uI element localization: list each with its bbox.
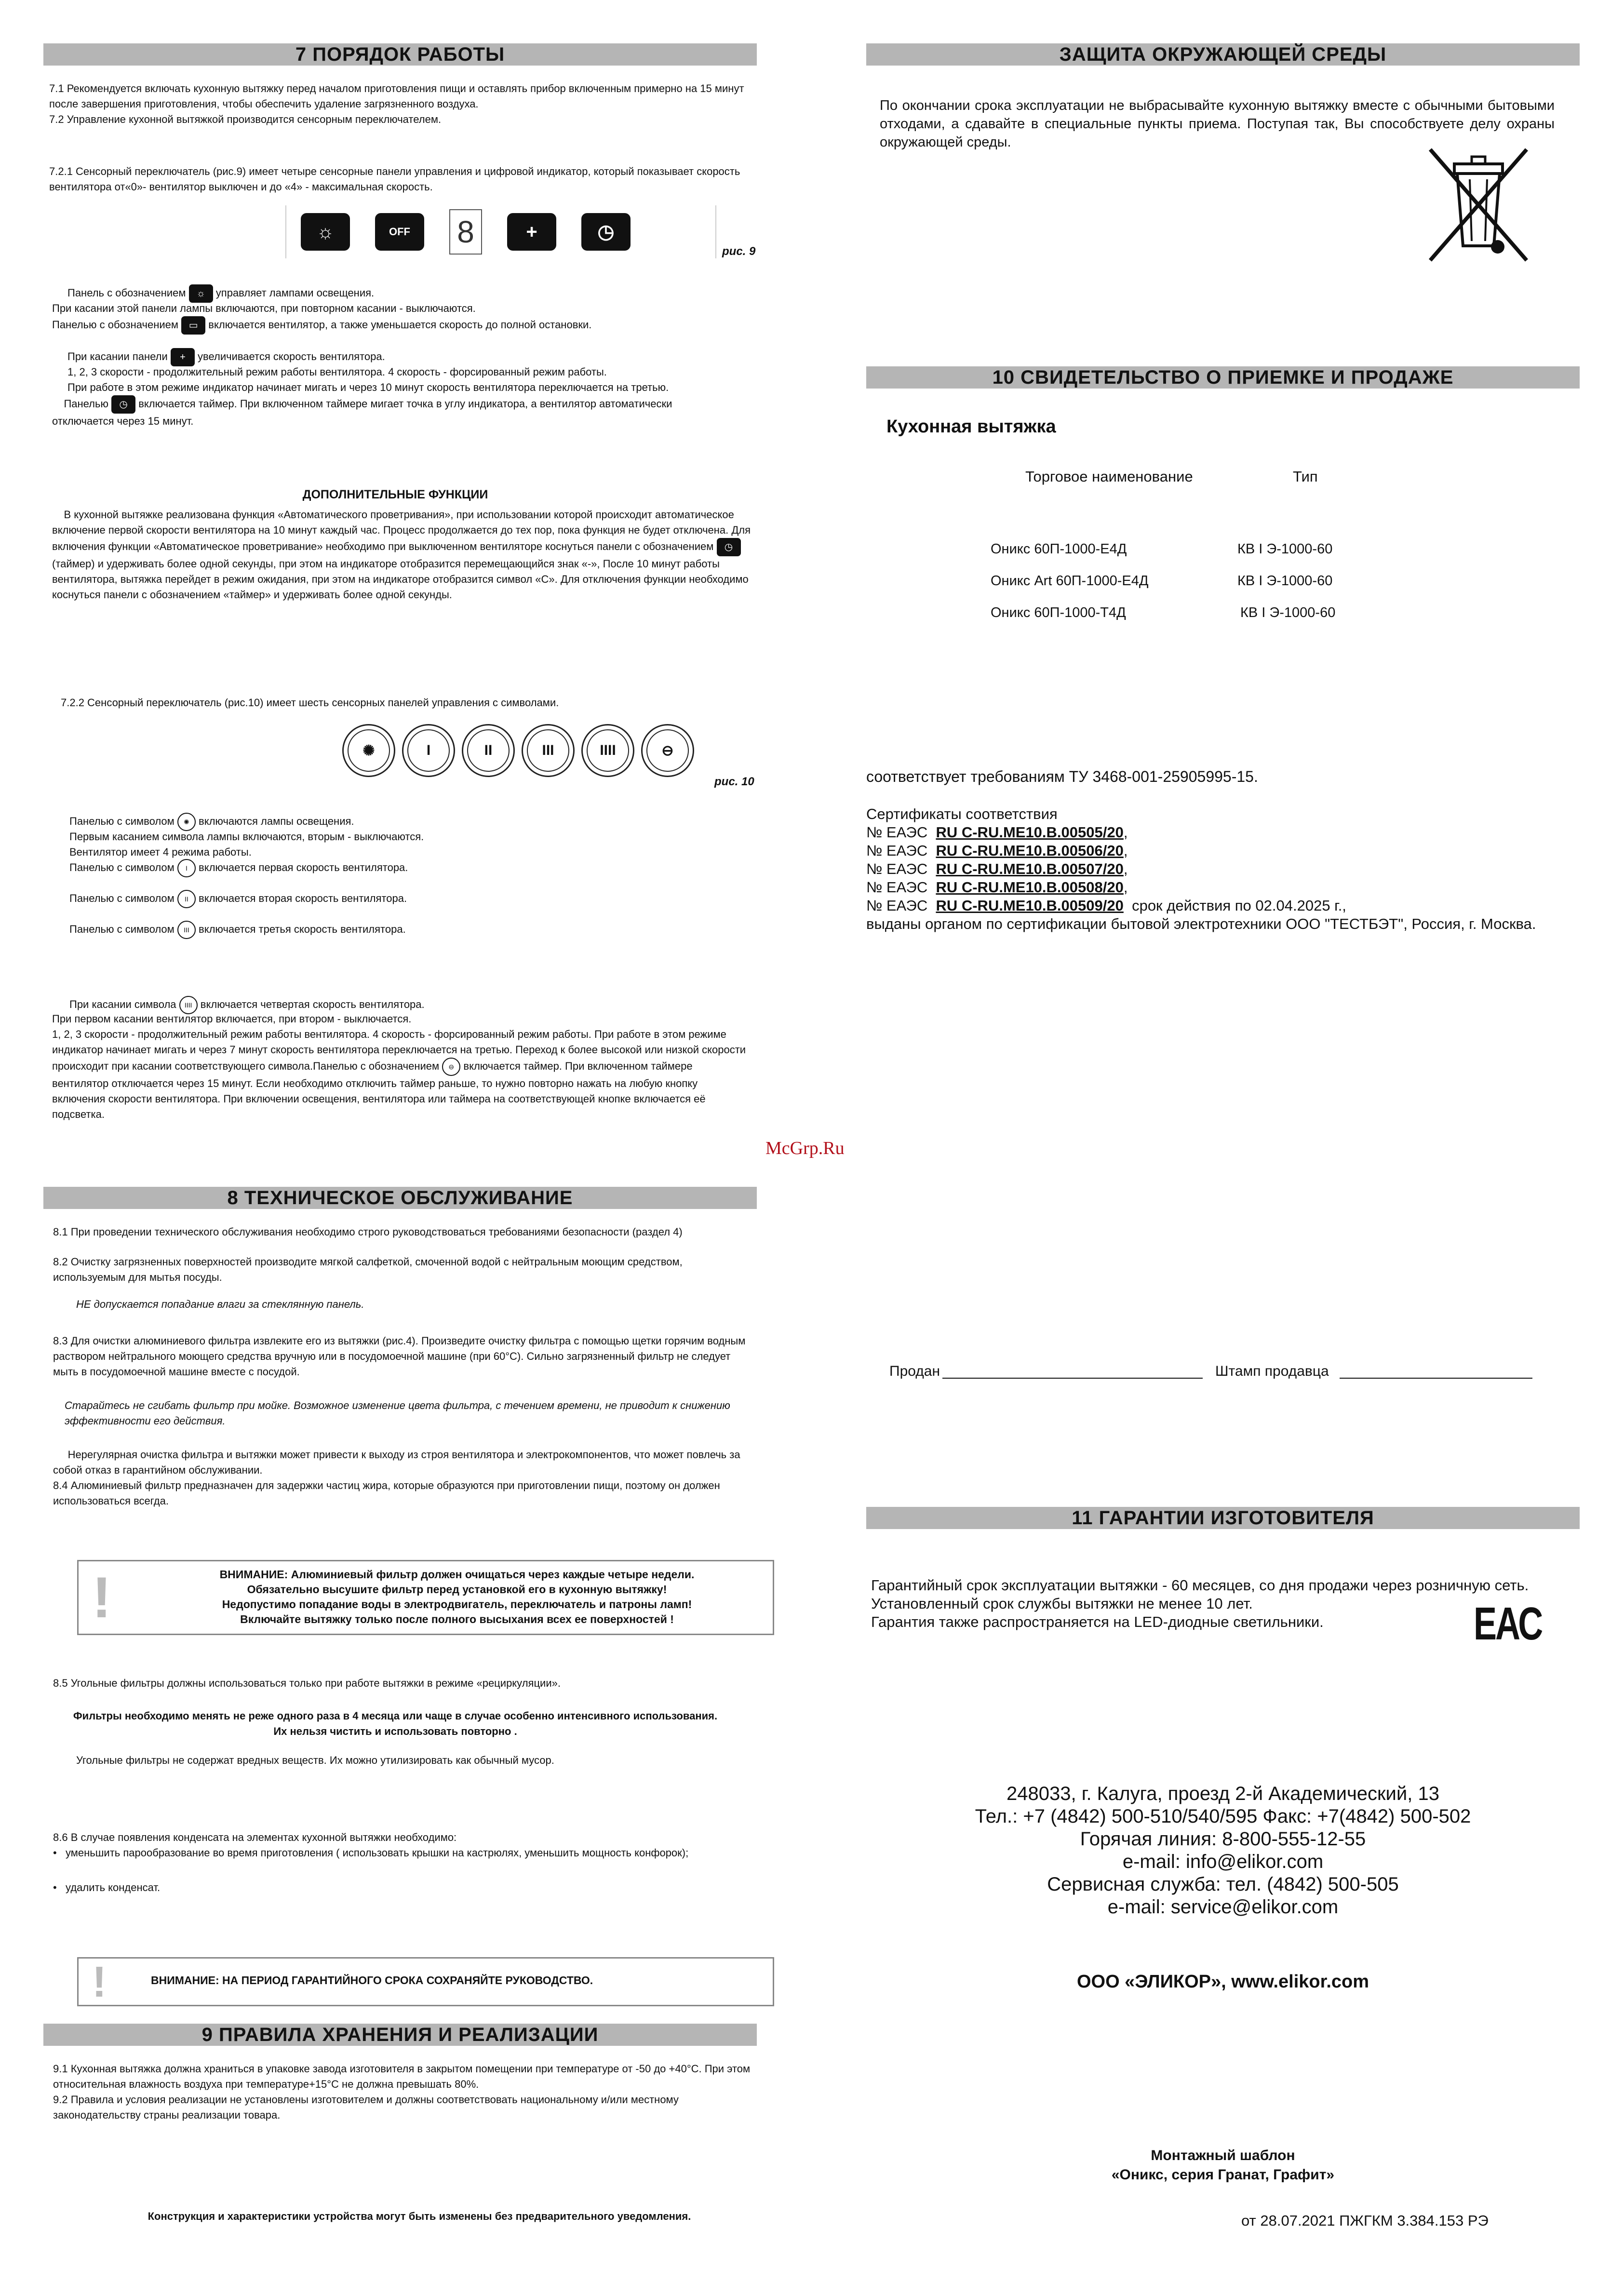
product-row-1-type: КВ I Э-1000-60	[1237, 541, 1333, 557]
para-7-1: 7.1 Рекомендуется включать кухонную вытяжку перед началом приготовления пищи и оставлять прибор включенным примерно на 15 минут после завершения приготовления, чтобы обеспечить удаление загрязненного воздуха.	[49, 82, 744, 110]
speed2-icon: II	[467, 729, 510, 772]
footer-note: Конструкция и характеристики устройства могут быть изменены без предварительного уведомления.	[148, 2210, 691, 2222]
lamp-desc	[69, 813, 354, 831]
para-8-2-note: НЕ допускается попадание влаги за стеклянную панель.	[76, 1298, 364, 1310]
lamp-icon: ✺	[177, 813, 196, 831]
service-email-line: e-mail: service@elikor.com	[1107, 1896, 1339, 1918]
doc-date-code: от 28.07.2021 ПЖГКМ 3.384.153 РЭ	[1241, 2212, 1489, 2229]
fan-modes: Вентилятор имеет 4 режима работы.	[69, 846, 252, 858]
warning-text: ВНИМАНИЕ: НА ПЕРИОД ГАРАНТИЙНОГО СРОКА СОХРАНЯЙТЕ РУКОВОДСТВО.	[151, 1974, 593, 1987]
text: Панелью с символом	[69, 815, 174, 827]
warning-box-filter	[77, 1560, 774, 1635]
cert-number: RU С-RU.МЕ10.В.00505/20	[936, 824, 1124, 841]
product-row-2-type: КВ I Э-1000-60	[1237, 573, 1333, 589]
para-8-3-warning	[53, 1447, 752, 1478]
cert-number: RU С-RU.МЕ10.В.00506/20	[936, 842, 1124, 859]
timer-icon: ◷	[717, 538, 741, 556]
text: При касании символа	[69, 998, 176, 1010]
text: включается таймер. При включенном таймере мигает точка в углу индикатора, а вентилятор автоматически отключается через 15 минут.	[52, 397, 672, 427]
section-9-title: 9 ПРАВИЛА ХРАНЕНИЯ И РЕАЛИЗАЦИИ	[43, 2024, 757, 2046]
sun-icon: ☼	[189, 284, 213, 303]
speeds-desc: 1, 2, 3 скорости - продолжительный режим работы вентилятора. 4 скорость - форсированный режим работы.	[67, 366, 607, 378]
text: Панель с обозначением	[67, 286, 186, 299]
warning-line: ВНИМАНИЕ: Алюминиевый фильтр должен очищаться через каждые четыре недели.	[219, 1568, 695, 1581]
fan-toggle: При первом касании вентилятор включается, при втором - выключается.	[52, 1013, 412, 1025]
cert-5	[866, 897, 1346, 915]
text: № ЕАЭС	[866, 842, 928, 859]
para-8-1: 8.1 При проведении технического обслуживания необходимо строго руководствоваться требованиями безопасности (раздел 4)	[53, 1226, 683, 1238]
para-8-3-note: Старайтесь не сгибать фильтр при мойке. Возможное изменение цвета фильтра, с течением времени, не приводит к снижению эффективности его действия.	[65, 1399, 730, 1427]
digit-indicator: 8	[449, 209, 482, 255]
cert-issuer: выданы органом по сертификации бытовой электротехники ООО "ТЕСТБЭТ", Россия, г. Москва.	[866, 915, 1536, 932]
para-8-4: 8.4 Алюминиевый фильтр предназначен для задержки частиц жира, которые образуются при приготовлении пищи, поэтому он должен использоваться всегда.	[53, 1479, 720, 1507]
warranty-1: Гарантийный срок эксплуатации вытяжки - 60 месяцев, со дня продажи через розничную сеть.	[871, 1577, 1529, 1594]
stamp-label: Штамп продавца	[1215, 1363, 1329, 1379]
text: управляет лампами освещения.	[215, 286, 375, 299]
text: включается первая скорость вентилятора.	[199, 861, 408, 873]
text: Панелью	[64, 397, 108, 410]
text: Нерегулярная очистка фильтра и вытяжки может привести к выходу из строя вентилятора и электрокомпонентов, что может повлечь за собой отказ в гарантийном обслуживании.	[53, 1449, 740, 1476]
speed3-icon: III	[177, 921, 196, 939]
section-11-title: 11 ГАРАНТИИ ИЗГОТОВИТЕЛЯ	[866, 1507, 1580, 1529]
template-line-2: «Оникс, серия Гранат, Графит»	[1111, 2167, 1335, 2183]
text: № ЕАЭС	[866, 860, 928, 877]
text: включается третья скорость вентилятора.	[199, 923, 406, 935]
extra-functions-title: ДОПОЛНИТЕЛЬНЫЕ ФУНКЦИИ	[302, 488, 488, 501]
fan-off-panel	[375, 213, 424, 251]
timer-panel	[581, 213, 631, 251]
bullet-1: • уменьшить парообразование во время приготовления ( использовать крышки на кастрюлях, уменьшить мощность конфорок);	[53, 1847, 689, 1859]
recycle-bin-crossed-icon	[1425, 145, 1531, 265]
env-title: ЗАЩИТА ОКРУЖАЮЩЕЙ СРЕДЫ	[866, 43, 1580, 66]
cert-3: № ЕАЭС RU С-RU.МЕ10.В.00507/20,	[866, 860, 1128, 877]
cert-2: № ЕАЭС RU С-RU.МЕ10.В.00506/20,	[866, 842, 1128, 859]
cert-4: № ЕАЭС RU С-RU.МЕ10.В.00508/20,	[866, 879, 1128, 896]
sold-label: Продан	[889, 1363, 940, 1379]
light-panel	[301, 213, 350, 251]
carbon-replace: Фильтры необходимо менять не реже одного раза в 4 месяца или чаще в случае особенно интенсивного использования.	[73, 1710, 718, 1722]
service-line: Сервисная служба: тел. (4842) 500-505	[1047, 1874, 1399, 1895]
text: включается вентилятор, а также уменьшается скорость до полной остановки.	[208, 318, 592, 331]
fan-boost-timer	[52, 1027, 746, 1122]
sun-icon: ☼	[316, 221, 335, 242]
hotline-line: Горячая линия: 8-800-555-12-55	[1080, 1828, 1366, 1850]
fig10-caption: рис. 10	[714, 775, 754, 788]
para-9-2: 9.2 Правила и условия реализации не установлены изготовителем и должны соответствовать национальному и/или местному законодательству страны реализации товара.	[53, 2094, 679, 2121]
text: Панелью с символом	[69, 892, 174, 904]
para-7-2-1: 7.2.1 Сенсорный переключатель (рис.9) имеет четыре сенсорные панели управления и цифровой индикатор, который показывает скорость вентилятора от«0»- вентилятор выключен и до «4» - максимальная скорость.	[49, 165, 740, 193]
text: включается таймер. При включенном таймере вентилятор отключается через 15 минут. Если необходимо отключить таймер раньше, то нужно повторно нажать на любую кнопку включения скорости вентилятора. При включении освещения, вентилятора или таймера на соответствующей кнопке включается её подсветка.	[52, 1060, 706, 1120]
warranty-2: Установленный срок службы вытяжки не менее 10 лет.	[871, 1595, 1253, 1612]
template-title	[866, 2146, 1580, 2185]
figure-10	[342, 724, 701, 777]
timer-icon: ⊖	[646, 729, 689, 772]
product-row-3-type: КВ I Э-1000-60	[1240, 605, 1336, 620]
phone-line: Тел.: +7 (4842) 500-510/540/595 Факс: +7(4842) 500-502	[975, 1806, 1471, 1827]
speed4-icon: IIII	[179, 996, 198, 1014]
cert-number: RU С-RU.МЕ10.В.00509/20	[936, 897, 1124, 914]
product-row-2-name: Оникс Art 60П-1000-Е4Д	[991, 573, 1149, 589]
speed3-icon: III	[527, 729, 569, 772]
speed2-desc	[69, 890, 407, 908]
lamp-button	[342, 724, 395, 777]
speed3-button	[522, 724, 575, 777]
extra-functions-text	[52, 507, 752, 603]
off-icon: ▭	[181, 316, 205, 335]
exclamation-icon: !	[92, 1565, 111, 1630]
para-7-2-2: 7.2.2 Сенсорный переключатель (рис.10) имеет шесть сенсорных панелей управления с символами.	[61, 697, 559, 709]
carbon-no-clean: Их нельзя чистить и использовать повторно .	[273, 1725, 517, 1737]
para-8-5: 8.5 Угольные фильтры должны использоваться только при работе вытяжки в режиме «рециркуляции».	[53, 1677, 561, 1689]
plus-icon: +	[526, 221, 537, 242]
address-block	[866, 1783, 1580, 1919]
text: увеличивается скорость вентилятора.	[198, 350, 385, 363]
para-7-2: 7.2 Управление кухонной вытяжкой производится сенсорным переключателем.	[49, 113, 442, 125]
text: удалить конденсат.	[66, 1881, 161, 1893]
text: Панелью с символом	[69, 923, 174, 935]
company-name: ООО «ЭЛИКОР», www.elikor.com	[1076, 1972, 1369, 1992]
carbon-safe: Угольные фильтры не содержат вредных веществ. Их можно утилизировать как обычный мусор.	[76, 1754, 554, 1766]
para-8-2: 8.2 Очистку загрязненных поверхностей производите мягкой салфеткой, смоченной водой с нейтральным моющим средством, используемым для мытья посуды.	[53, 1256, 683, 1283]
timer-icon: ⊖	[442, 1058, 460, 1076]
plus-icon: +	[171, 348, 195, 366]
col-trade-name: Торговое наименование	[1025, 468, 1193, 485]
para-8-3: 8.3 Для очистки алюминиевого фильтра извлеките его из вытяжки (рис.4). Произведите очистку фильтра с помощью щетки горячим водным раствором нейтрального моющего средства вручную или в посудомоечной машине (при 60°С). Сильно загрязненный фильтр не следует мыть в посудомоечной машине вместе с посудой.	[53, 1335, 746, 1378]
text: включается четвертая скорость вентилятора.	[200, 998, 425, 1010]
para-8-6: 8.6 В случае появления конденсата на элементах кухонной вытяжки необходимо:	[53, 1831, 457, 1843]
text: (таймер) и удерживать более одной секунды, при этом на индикаторе отобразится перемещающийся знак «-», После 10 минут работы вентилятора, вытяжка перейдет в режим ожидания, при этом на индикаторе отобразится символ «С». Для отключения функции необходимо коснуться панели с обозначением «таймер» и удерживать более одной секунды.	[52, 558, 749, 601]
product-title: Кухонная вытяжка	[886, 416, 1056, 437]
para-9-1: 9.1 Кухонная вытяжка должна храниться в упаковке завода изготовителя в закрытом помещении при температуре от -50 до +40°С. При этом относительная влажность воздуха при температуре+15°С не должна превышать 80%.	[53, 2063, 751, 2090]
fig9-caption: рис. 9	[722, 245, 756, 258]
sold-line	[942, 1378, 1203, 1379]
off-icon: OFF	[389, 226, 410, 238]
timer-icon: ◷	[597, 221, 615, 242]
timer-button	[641, 724, 694, 777]
text: включается вторая скорость вентилятора.	[199, 892, 407, 904]
text: срок действия по 02.04.2025 г.,	[1132, 897, 1346, 914]
text: В кухонной вытяжке реализована функция «Автоматического проветривания», при использовании которой происходит автоматическое включение первой скорости вентилятора на 10 минут каждый час. Процесс продолжается до тех пор, пока функция не будет отключена. Для включения функции «Автоматическое проветривание» необходимо при выключенном вентиляторе коснуться панели с обозначением	[52, 509, 751, 552]
text: № ЕАЭС	[866, 824, 928, 841]
conformity: соответствует требованиям ТУ 3468-001-25905995-15.	[866, 768, 1258, 785]
warning-line: Обязательно высушите фильтр перед установкой его в кухонную вытяжку!	[247, 1583, 667, 1596]
text: включаются лампы освещения.	[199, 815, 354, 827]
col-type: Тип	[1293, 468, 1318, 485]
speed4-icon: IIII	[587, 729, 629, 772]
address-line: 248033, г. Калуга, проезд 2-й Академический, 13	[1007, 1783, 1439, 1804]
cert-number: RU С-RU.МЕ10.В.00507/20	[936, 860, 1124, 877]
lamp-touch: Первым касанием символа лампы включаются, вторым - выключаются.	[69, 831, 424, 843]
boost-desc: При работе в этом режиме индикатор начинает мигать и через 10 минут скорость вентилятора переключается на третью.	[67, 381, 669, 393]
warranty-3: Гарантия также распространяется на LED-диодные светильники.	[871, 1613, 1324, 1630]
lamp-icon: ✺	[348, 729, 390, 772]
env-text: По окончании срока эксплуатации не выбрасывайте кухонную вытяжку вместе с обычными бытовыми отходами, а сдавайте в специальные пункты приема. Поступая так, Вы способствуете делу охраны окружающей среды.	[880, 98, 1555, 150]
bullet-2: • удалить конденсат.	[53, 1881, 161, 1893]
text: Панелью с символом	[69, 861, 174, 873]
cert-number: RU С-RU.МЕ10.В.00508/20	[936, 879, 1124, 896]
text: 1, 2, 3 скорости - продолжительный режим работы вентилятора. 4 скорость - форсированный режим работы. При работе в этом режиме индикатор начинает мигать и через 7 минут скорость вентилятора переключается на третью. Переход к более высокой или низкой скорости происходит при касании соответствующего символа.Панелью с обозначением	[52, 1028, 746, 1072]
section-7-title: 7 ПОРЯДОК РАБОТЫ	[43, 43, 757, 66]
text: № ЕАЭС	[866, 897, 928, 914]
exclamation-icon: !	[92, 1958, 107, 2006]
cert-1: № ЕАЭС RU С-RU.МЕ10.В.00505/20,	[866, 824, 1128, 841]
stamp-line	[1340, 1378, 1532, 1379]
timer-icon: ◷	[111, 395, 135, 414]
speed4-button	[581, 724, 634, 777]
text: № ЕАЭС	[866, 879, 928, 896]
text: Панелью с обозначением	[52, 318, 179, 331]
speed1-button	[402, 724, 455, 777]
text: уменьшить парообразование во время приготовления ( использовать крышки на кастрюлях, уменьшить мощность конфорок);	[66, 1847, 689, 1859]
template-line-1: Монтажный шаблон	[1151, 2148, 1295, 2163]
plus-desc	[67, 348, 385, 366]
watermark: McGrp.Ru	[765, 1138, 845, 1158]
warning-line: Включайте вытяжку только после полного высыхания всех ее поверхностей !	[240, 1613, 674, 1625]
speed2-icon: II	[177, 890, 196, 908]
timer-desc	[52, 395, 737, 429]
text: При касании панели	[67, 350, 168, 363]
warning-line: Недопустимо попадание воды в электродвигатель, переключатель и патроны ламп!	[222, 1598, 692, 1611]
light-panel-touch: При касании этой панели лампы включаются, при повторном касании - выключаются.	[52, 302, 476, 314]
figure-9	[285, 205, 716, 258]
speed1-desc	[69, 859, 408, 877]
speed3-desc	[69, 921, 406, 939]
plus-panel	[507, 213, 556, 251]
warning-text	[151, 1567, 763, 1627]
speed2-button	[462, 724, 515, 777]
eac-logo: ЕАС	[1474, 1598, 1542, 1650]
certificates-head: Сертификаты соответствия	[866, 806, 1058, 822]
light-panel-desc	[67, 284, 374, 303]
email-line: e-mail: info@elikor.com	[1122, 1851, 1324, 1872]
speed1-icon: I	[407, 729, 450, 772]
product-row-3-name: Оникс 60П-1000-Т4Д	[991, 605, 1126, 620]
section-8-title: 8 ТЕХНИЧЕСКОЕ ОБСЛУЖИВАНИЕ	[43, 1187, 757, 1209]
warning-box-manual	[77, 1957, 774, 2006]
speed1-icon: I	[177, 859, 196, 877]
section-10-title: 10 СВИДЕТЕЛЬСТВО О ПРИЕМКЕ И ПРОДАЖЕ	[866, 366, 1580, 389]
product-row-1-name: Оникс 60П-1000-Е4Д	[991, 541, 1127, 557]
fan-off-desc	[52, 316, 631, 335]
